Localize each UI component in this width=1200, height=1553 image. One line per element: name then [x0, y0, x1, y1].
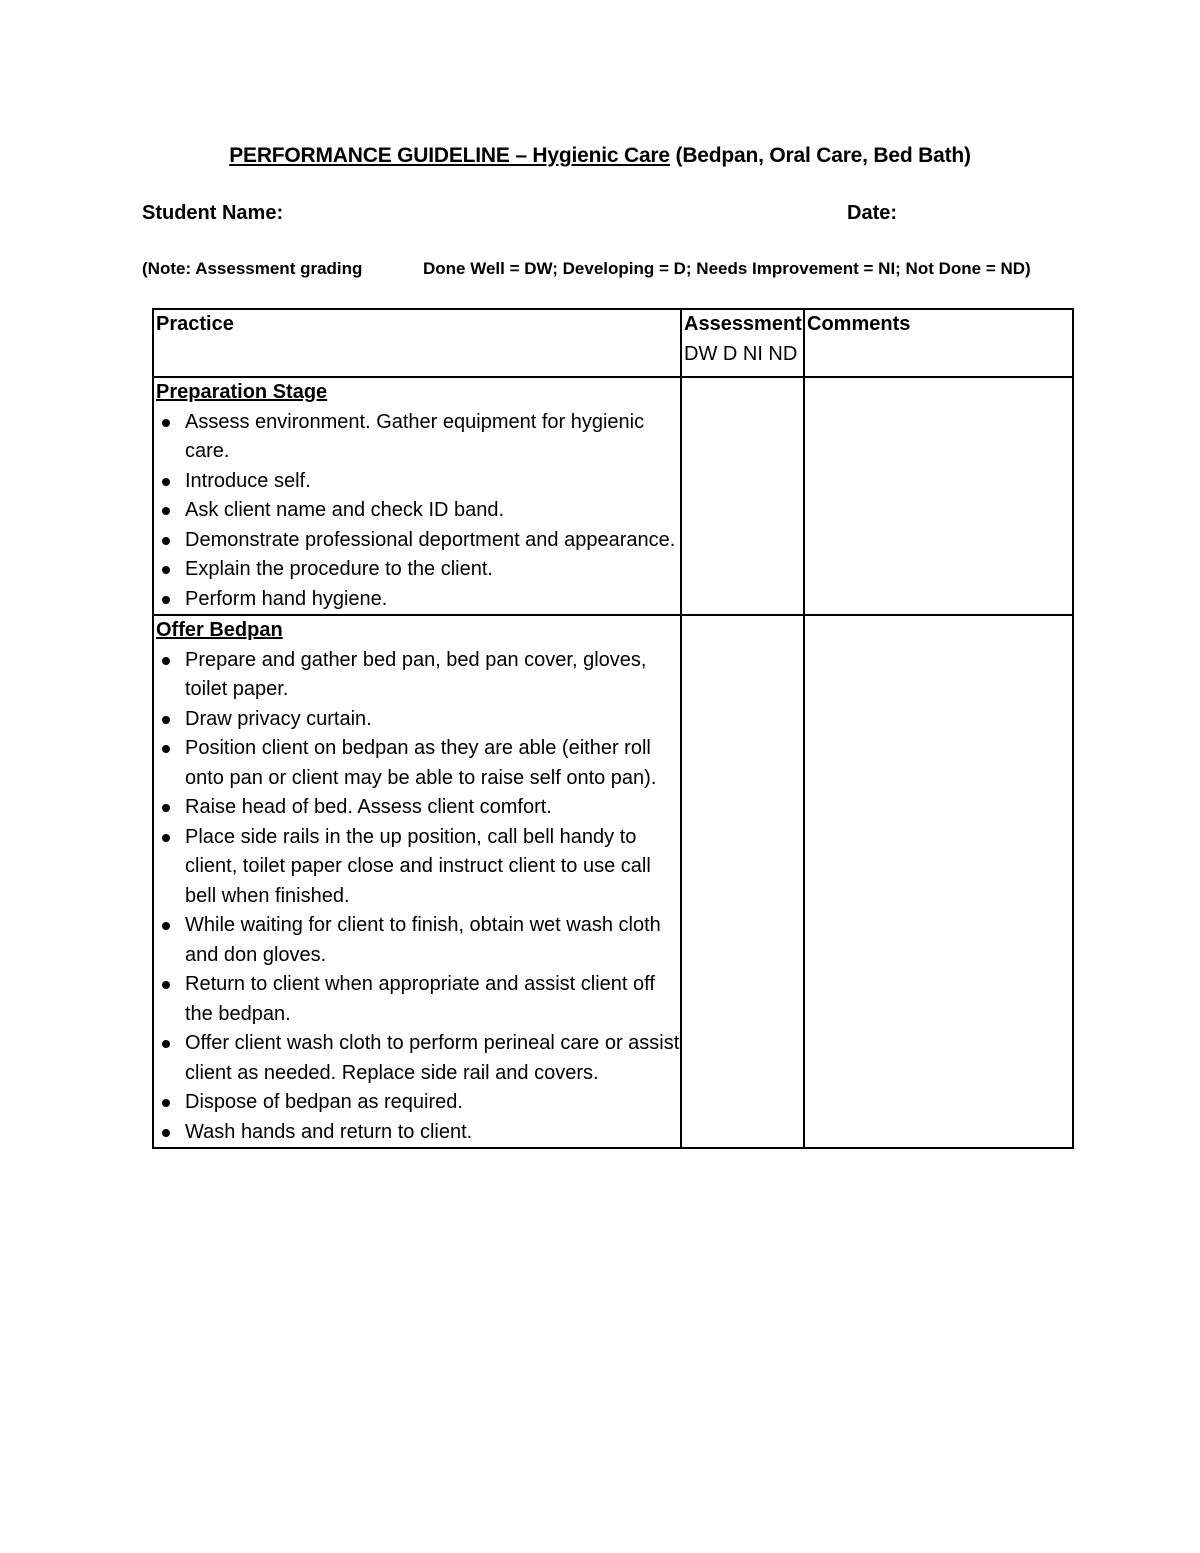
comments-cell-bedpan[interactable] [804, 615, 1073, 1148]
header-practice-label: Practice [156, 313, 234, 335]
header-comments-label: Comments [807, 313, 911, 335]
list-item: Demonstrate professional deportment and appearance. [156, 526, 680, 556]
list-item: Place side rails in the up position, call bell handy to client, toilet paper close and instruct client to use call bell when finished. [156, 823, 680, 912]
note-label: (Note: Assessment grading [142, 259, 363, 278]
list-item: Wash hands and return to client. [156, 1118, 680, 1148]
header-assessment-scale: DW D NI ND [684, 342, 798, 365]
list-item: Dispose of bedpan as required. [156, 1088, 680, 1118]
list-item: Position client on bedpan as they are able (either roll onto pan or client may be able to raise self onto pan). [156, 734, 680, 793]
list-item: Return to client when appropriate and assist client off the bedpan. [156, 970, 680, 1029]
document-title [0, 144, 1200, 168]
assessment-cell-bedpan[interactable] [681, 615, 804, 1148]
list-item: Perform hand hygiene. [156, 585, 680, 615]
date-label: Date: [847, 202, 898, 224]
list-item: Draw privacy curtain. [156, 705, 680, 735]
performance-table [152, 308, 1074, 1149]
list-item: Explain the procedure to the client. [156, 555, 680, 585]
title-subtitle: (Bedpan, Oral Care, Bed Bath) [669, 144, 971, 167]
list-item: Ask client name and check ID band. [156, 496, 680, 526]
assessment-cell-preparation[interactable] [681, 377, 804, 615]
section-title-preparation: Preparation Stage [156, 381, 328, 403]
header-assessment [681, 309, 804, 377]
student-name-label: Student Name: [142, 202, 284, 224]
header-comments [804, 309, 1073, 377]
list-item: Introduce self. [156, 467, 680, 497]
preparation-list [156, 408, 680, 615]
comments-cell-preparation[interactable] [804, 377, 1073, 615]
practice-cell-preparation [153, 377, 681, 615]
table-row-preparation [153, 377, 1073, 615]
bedpan-list [156, 646, 680, 1148]
header-practice [153, 309, 681, 377]
list-item: Offer client wash cloth to perform perineal care or assist client as needed. Replace side rail and covers. [156, 1029, 680, 1088]
note-grading-scale: Done Well = DW; Developing = D; Needs Improvement = NI; Not Done = ND) [423, 259, 1031, 278]
list-item: Raise head of bed. Assess client comfort. [156, 793, 680, 823]
list-item: Assess environment. Gather equipment for hygienic care. [156, 408, 680, 467]
header-assessment-label: Assessment [684, 313, 802, 335]
practice-cell-bedpan [153, 615, 681, 1148]
table-row-bedpan [153, 615, 1073, 1148]
list-item: Prepare and gather bed pan, bed pan cover, gloves, toilet paper. [156, 646, 680, 705]
table-header-row [153, 309, 1073, 377]
list-item: While waiting for client to finish, obtain wet wash cloth and don gloves. [156, 911, 680, 970]
title-main: PERFORMANCE GUIDELINE – Hygienic Care [229, 144, 670, 167]
section-title-bedpan: Offer Bedpan [156, 619, 283, 641]
